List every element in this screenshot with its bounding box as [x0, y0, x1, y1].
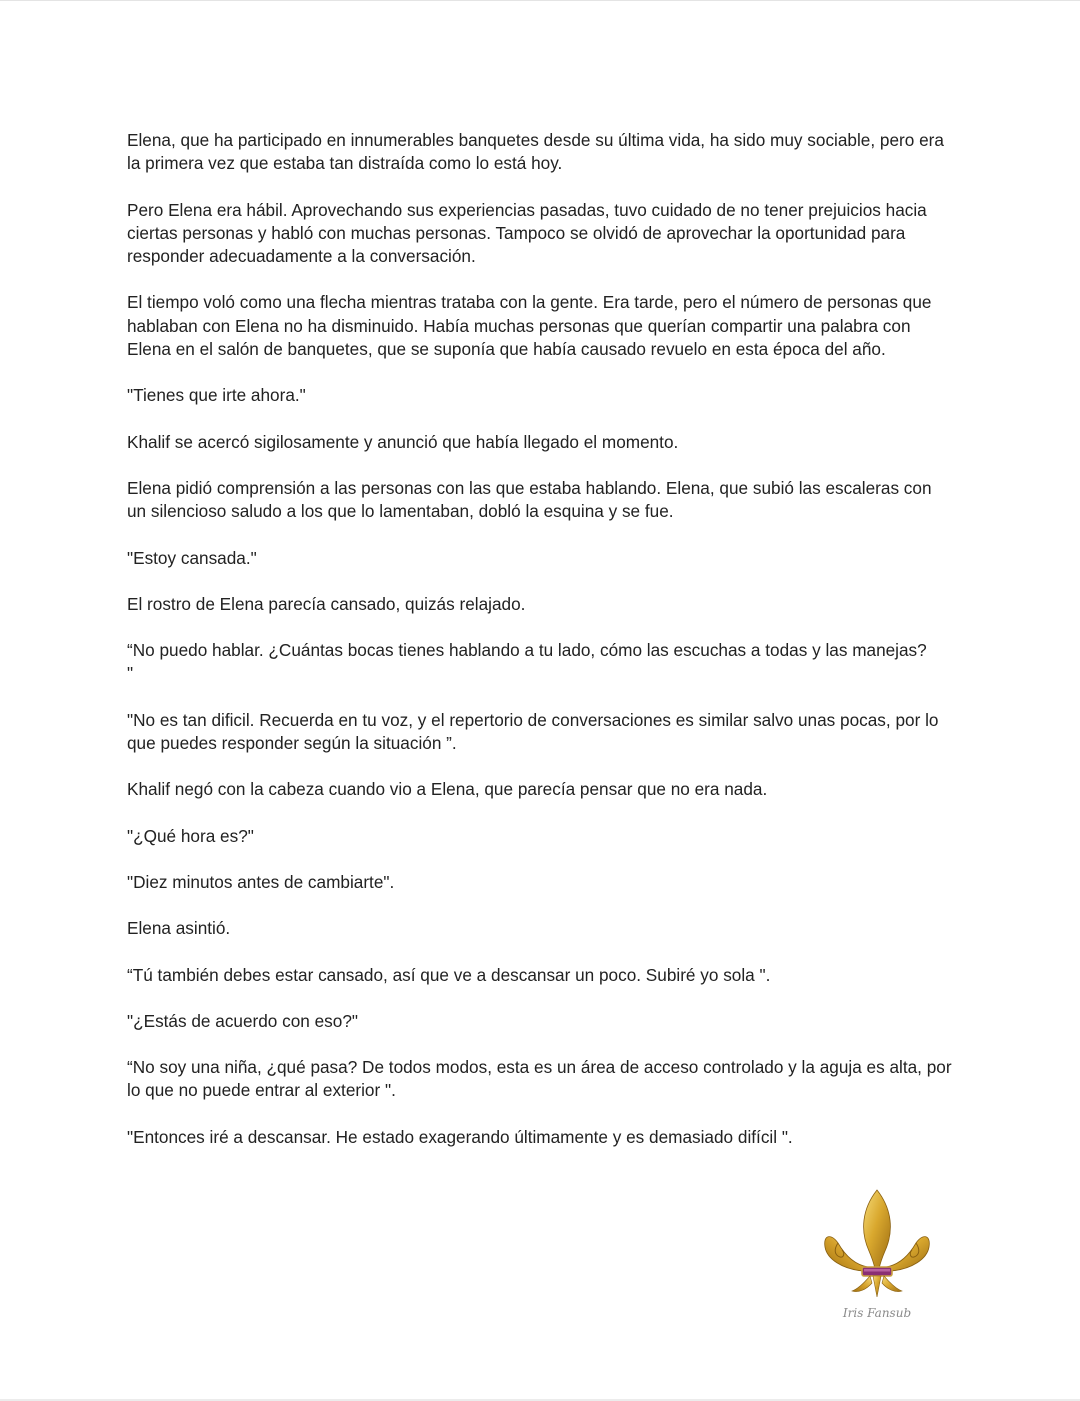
paragraph: Elena asintió. — [127, 918, 231, 939]
fleur-de-lis-icon — [818, 1187, 936, 1327]
paragraph: Elena, que ha participado en innumerables banquetes desde su última vida, ha sido muy sociable, pero era la primera vez que estaba tan distraída como lo está hoy. — [127, 130, 949, 174]
fansub-logo — [818, 1187, 936, 1327]
paragraph: “No soy una niña, ¿qué pasa? De todos modos, esta es un área de acceso controlado y la aguja es alta, por lo que no puede entrar al exterior ". — [127, 1057, 957, 1101]
paragraph: "Estoy cansada." — [127, 547, 257, 568]
paragraph: "¿Estás de acuerdo con eso?" — [127, 1010, 358, 1031]
paragraph: “No puedo hablar. ¿Cuántas bocas tienes hablando a tu lado, cómo las escuchas a todas y las manejas? " — [127, 640, 927, 684]
paragraph: El tiempo voló como una flecha mientras trataba con la gente. Era tarde, pero el número de personas que hablaban con Elena no ha disminuido. Había muchas personas que querían compartir una palabra con Elena en el salón de banquetes, que se suponía que había causado revuelo en esta época del año. — [127, 292, 937, 360]
paragraph: "Entonces iré a descansar. He estado exagerando últimamente y es demasiado difícil ". — [127, 1126, 793, 1147]
document-body — [127, 129, 957, 1172]
paragraph: "Tienes que irte ahora." — [127, 385, 306, 406]
paragraph: "¿Qué hora es?" — [127, 825, 254, 846]
paragraph: Pero Elena era hábil. Aprovechando sus experiencias pasadas, tuvo cuidado de no tener prejuicios hacia ciertas personas y habló con muchas personas. Tampoco se olvidó de aprovechar la oportunidad para responder adecuadamente a la conversación. — [127, 199, 932, 267]
paragraph: El rostro de Elena parecía cansado, quizás relajado. — [127, 593, 526, 614]
logo-signature: Iris Fansub — [842, 1306, 912, 1320]
paragraph: "No es tan dificil. Recuerda en tu voz, y el repertorio de conversaciones es similar salvo unas pocas, por lo que puedes responder según la situación ”. — [127, 709, 944, 754]
paragraph: Elena pidió comprensión a las personas con las que estaba hablando. Elena, que subió las escaleras con un silencioso saludo a los que lo lamentaban, dobló la esquina y se fue. — [127, 477, 937, 522]
paragraph: Khalif se acercó sigilosamente y anunció que había llegado el momento. — [127, 431, 679, 452]
paragraph: Khalif negó con la cabeza cuando vio a Elena, que parecía pensar que no era nada. — [127, 779, 768, 800]
paragraph: “Tú también debes estar cansado, así que ve a descansar un poco. Subiré yo sola ". — [127, 964, 771, 985]
paragraph: "Diez minutos antes de cambiarte". — [127, 871, 395, 892]
